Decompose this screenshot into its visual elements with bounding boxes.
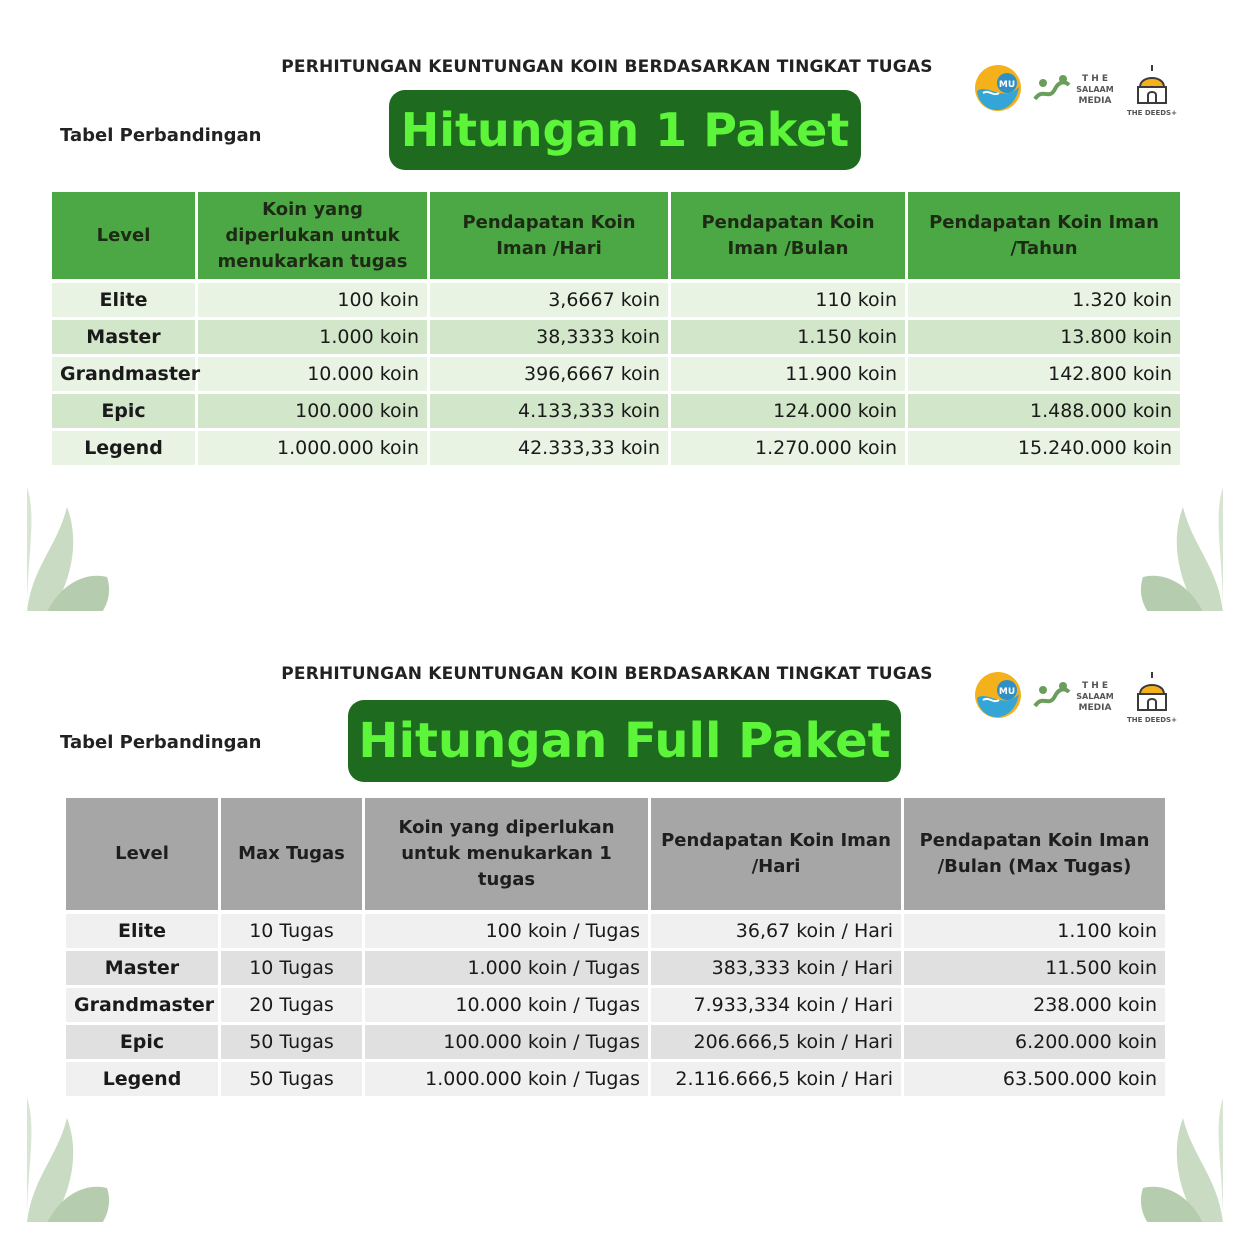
salaam-media-logo-icon — [1033, 676, 1123, 716]
table-cell: 100.000 koin — [198, 391, 430, 428]
table-cell: 238.000 koin — [904, 985, 1165, 1022]
table-cell: 1.000.000 koin / Tugas — [365, 1059, 651, 1096]
table-row — [66, 1022, 1165, 1059]
level-cell: Elite — [66, 910, 221, 948]
level-cell: Epic — [66, 1022, 221, 1059]
table-cell: 10 Tugas — [221, 948, 365, 985]
column-header: Max Tugas — [221, 798, 365, 910]
table-cell: 38,3333 koin — [430, 317, 671, 354]
table-cell: 1.000 koin — [198, 317, 430, 354]
table-cell: 383,333 koin / Hari — [651, 948, 904, 985]
svg-text:SALAAM: SALAAM — [1076, 85, 1114, 94]
table-cell: 10 Tugas — [221, 910, 365, 948]
table-cell: 1.270.000 koin — [671, 428, 908, 465]
the-deeds-logo-icon — [1123, 63, 1181, 118]
table-cell: 50 Tugas — [221, 1022, 365, 1059]
table-cell: 1.100 koin — [904, 910, 1165, 948]
mu-logo-icon — [973, 63, 1023, 113]
table-cell: 100 koin — [198, 279, 430, 317]
column-header: Koin yang diperlukan untuk menukarkan tugas — [198, 192, 430, 279]
svg-text:T H E: T H E — [1081, 681, 1109, 691]
table-subtitle: Tabel Perbandingan — [60, 125, 262, 146]
column-header: Pendapatan Koin Iman /Hari — [651, 798, 904, 910]
table-cell: 100 koin / Tugas — [365, 910, 651, 948]
table-cell: 1.150 koin — [671, 317, 908, 354]
table-cell: 36,67 koin / Hari — [651, 910, 904, 948]
table-cell: 1.320 koin — [908, 279, 1180, 317]
level-cell: Master — [52, 317, 198, 354]
table-row — [66, 948, 1165, 985]
column-header: Level — [66, 798, 221, 910]
table-cell: 15.240.000 koin — [908, 428, 1180, 465]
column-header: Pendapatan Koin Iman /Hari — [430, 192, 671, 279]
table-row — [52, 354, 1180, 391]
table-cell: 6.200.000 koin — [904, 1022, 1165, 1059]
slide-title: PERHITUNGAN KEUNTUNGAN KOIN BERDASARKAN TINGKAT TUGAS — [281, 664, 933, 684]
level-cell: Master — [66, 948, 221, 985]
table-row — [66, 1059, 1165, 1096]
svg-text:MEDIA: MEDIA — [1078, 703, 1112, 713]
svg-text:THE DEEDS+: THE DEEDS+ — [1127, 716, 1177, 724]
level-cell: Grandmaster — [66, 985, 221, 1022]
table-cell: 1.488.000 koin — [908, 391, 1180, 428]
salaam-media-logo-icon — [1033, 69, 1123, 109]
partner-logos — [973, 63, 1183, 123]
svg-text:MEDIA: MEDIA — [1078, 96, 1112, 106]
the-deeds-logo-icon — [1123, 670, 1181, 725]
table-cell: 7.933,334 koin / Hari — [651, 985, 904, 1022]
svg-text:MU: MU — [998, 687, 1016, 697]
slide-title: PERHITUNGAN KEUNTUNGAN KOIN BERDASARKAN TINGKAT TUGAS — [281, 57, 933, 77]
package-comparison-table — [52, 192, 1180, 465]
column-header: Pendapatan Koin Iman /Bulan (Max Tugas) — [904, 798, 1165, 910]
column-header: Koin yang diperlukan untuk menukarkan 1 tugas — [365, 798, 651, 910]
table-row — [52, 391, 1180, 428]
table-row — [52, 317, 1180, 354]
table-cell: 50 Tugas — [221, 1059, 365, 1096]
full-package-banner: Hitungan Full Paket — [348, 700, 901, 782]
full-package-comparison-table — [66, 798, 1165, 1096]
table-cell: 110 koin — [671, 279, 908, 317]
partner-logos — [973, 670, 1183, 730]
level-cell: Legend — [52, 428, 198, 465]
leaf-decoration-left — [27, 487, 117, 611]
table-cell: 2.116.666,5 koin / Hari — [651, 1059, 904, 1096]
table-cell: 11.500 koin — [904, 948, 1165, 985]
table-cell: 10.000 koin / Tugas — [365, 985, 651, 1022]
table-cell: 63.500.000 koin — [904, 1059, 1165, 1096]
slide-1-package — [27, 27, 1223, 611]
table-cell: 206.666,5 koin / Hari — [651, 1022, 904, 1059]
leaf-decoration-right — [1133, 1098, 1223, 1222]
table-cell: 4.133,333 koin — [430, 391, 671, 428]
svg-text:MU: MU — [998, 80, 1016, 90]
leaf-decoration-left — [27, 1098, 117, 1222]
table-cell: 13.800 koin — [908, 317, 1180, 354]
level-cell: Elite — [52, 279, 198, 317]
table-cell: 11.900 koin — [671, 354, 908, 391]
column-header: Pendapatan Koin Iman /Tahun — [908, 192, 1180, 279]
leaf-decoration-right — [1133, 487, 1223, 611]
table-cell: 3,6667 koin — [430, 279, 671, 317]
mu-logo-icon — [973, 670, 1023, 720]
table-cell: 1.000 koin / Tugas — [365, 948, 651, 985]
table-cell: 396,6667 koin — [430, 354, 671, 391]
table-cell: 1.000.000 koin — [198, 428, 430, 465]
svg-text:SALAAM: SALAAM — [1076, 692, 1114, 701]
table-row — [66, 985, 1165, 1022]
table-cell: 124.000 koin — [671, 391, 908, 428]
svg-text:T H E: T H E — [1081, 74, 1109, 84]
table-cell: 100.000 koin / Tugas — [365, 1022, 651, 1059]
column-header: Pendapatan Koin Iman /Bulan — [671, 192, 908, 279]
column-header: Level — [52, 192, 198, 279]
svg-text:THE DEEDS+: THE DEEDS+ — [1127, 109, 1177, 117]
table-row — [52, 279, 1180, 317]
table-cell: 42.333,33 koin — [430, 428, 671, 465]
package-banner: Hitungan 1 Paket — [389, 90, 861, 170]
table-subtitle: Tabel Perbandingan — [60, 732, 262, 753]
level-cell: Grandmaster — [52, 354, 198, 391]
table-cell: 20 Tugas — [221, 985, 365, 1022]
table-cell: 142.800 koin — [908, 354, 1180, 391]
slide-2-full-package — [27, 638, 1223, 1222]
table-row — [52, 428, 1180, 465]
level-cell: Legend — [66, 1059, 221, 1096]
table-row — [66, 910, 1165, 948]
level-cell: Epic — [52, 391, 198, 428]
table-cell: 10.000 koin — [198, 354, 430, 391]
